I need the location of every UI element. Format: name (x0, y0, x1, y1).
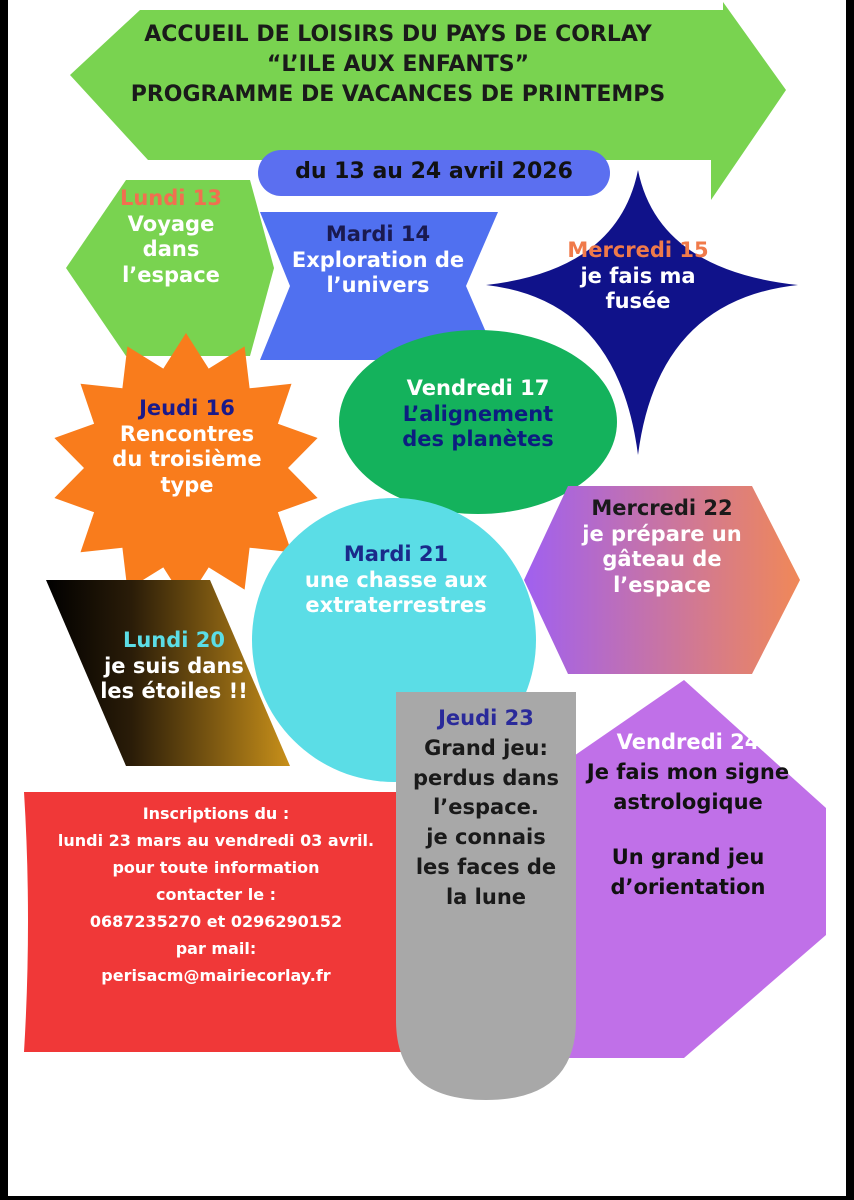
email-address: perisacm@mairiecorlay.fr (101, 966, 331, 985)
header-line-2: “L’ILE AUX ENFANTS” (266, 52, 530, 77)
activity-line: Je fais mon signe (586, 759, 790, 784)
phone-numbers: 0687235270 et 0296290152 (89, 912, 343, 931)
activity-line: l’espace (122, 262, 220, 287)
day-label: Lundi 20 (122, 628, 226, 652)
header-line-3: PROGRAMME DE VACANCES DE PRINTEMPS (130, 82, 666, 107)
activity-mercredi22 (562, 496, 762, 598)
activity-line: dans (142, 237, 200, 262)
activity-jeudi23 (396, 704, 576, 913)
day-label: Mercredi 22 (591, 496, 733, 520)
poster (8, 0, 846, 1196)
activity-line: l’univers (326, 273, 430, 298)
activity-mardi21 (272, 542, 520, 619)
activity-line: perdus dans (412, 765, 560, 790)
day-label: Mercredi 15 (567, 238, 709, 262)
activity-line: je suis dans (104, 653, 244, 678)
activity-line: je connais (426, 825, 546, 850)
activity-line: Exploration de (291, 247, 465, 272)
activity-line-spacer (566, 817, 810, 843)
activity-line: gâteau de (602, 547, 722, 572)
day-label: Vendredi 24 (616, 730, 760, 754)
activity-line: des planètes (402, 427, 554, 452)
day-label: Lundi 13 (119, 186, 223, 210)
activity-line: Voyage (127, 211, 215, 236)
activity-line: Un grand jeu (611, 845, 765, 870)
activity-vendredi17 (368, 376, 588, 453)
activity-vendredi24 (566, 728, 810, 903)
day-label: Vendredi 17 (406, 376, 550, 400)
activity-lundi13 (78, 186, 264, 288)
activity-line: type (160, 472, 214, 497)
inscriptions-line: lundi 23 mars au vendredi 03 avril. (57, 831, 375, 850)
header-line-1: ACCUEIL DE LOISIRS DU PAYS DE CORLAY (144, 22, 652, 47)
inscriptions-line: contacter le : (155, 885, 277, 904)
activity-line: je prépare un (582, 521, 742, 546)
activity-line: extraterrestres (305, 593, 487, 618)
activity-line: astrologique (613, 789, 763, 814)
activity-line: du troisième (112, 447, 262, 472)
activity-line: les faces de (415, 855, 557, 880)
activity-jeudi16 (88, 396, 286, 498)
activity-line: une chasse aux (304, 567, 488, 592)
activity-line: l’espace. (433, 795, 539, 820)
activity-line: Grand jeu: (424, 735, 548, 760)
activity-line: fusée (605, 289, 671, 314)
activity-line: les étoiles !! (100, 679, 248, 704)
inscriptions-line: par mail: (175, 939, 257, 958)
inscriptions-line: Inscriptions du : (142, 804, 290, 823)
day-label: Mardi 14 (325, 222, 431, 246)
date-range: du 13 au 24 avril 2026 (295, 159, 573, 184)
activity-line: Rencontres (119, 421, 255, 446)
activity-lundi20 (86, 628, 262, 705)
day-label: Mardi 21 (343, 542, 449, 566)
activity-line: l’espace (613, 572, 711, 597)
activity-line: L’alignement (402, 401, 554, 426)
activity-line: d’orientation (610, 875, 766, 900)
activity-line: je fais ma (580, 263, 696, 288)
inscriptions-info (30, 800, 402, 989)
activity-mercredi15 (548, 238, 728, 315)
inscriptions-line: pour toute information (112, 858, 320, 877)
activity-mardi14 (270, 222, 486, 299)
day-label: Jeudi 23 (438, 706, 534, 730)
day-label: Jeudi 16 (139, 396, 235, 420)
header-title (98, 20, 698, 110)
activity-line: la lune (445, 884, 527, 909)
